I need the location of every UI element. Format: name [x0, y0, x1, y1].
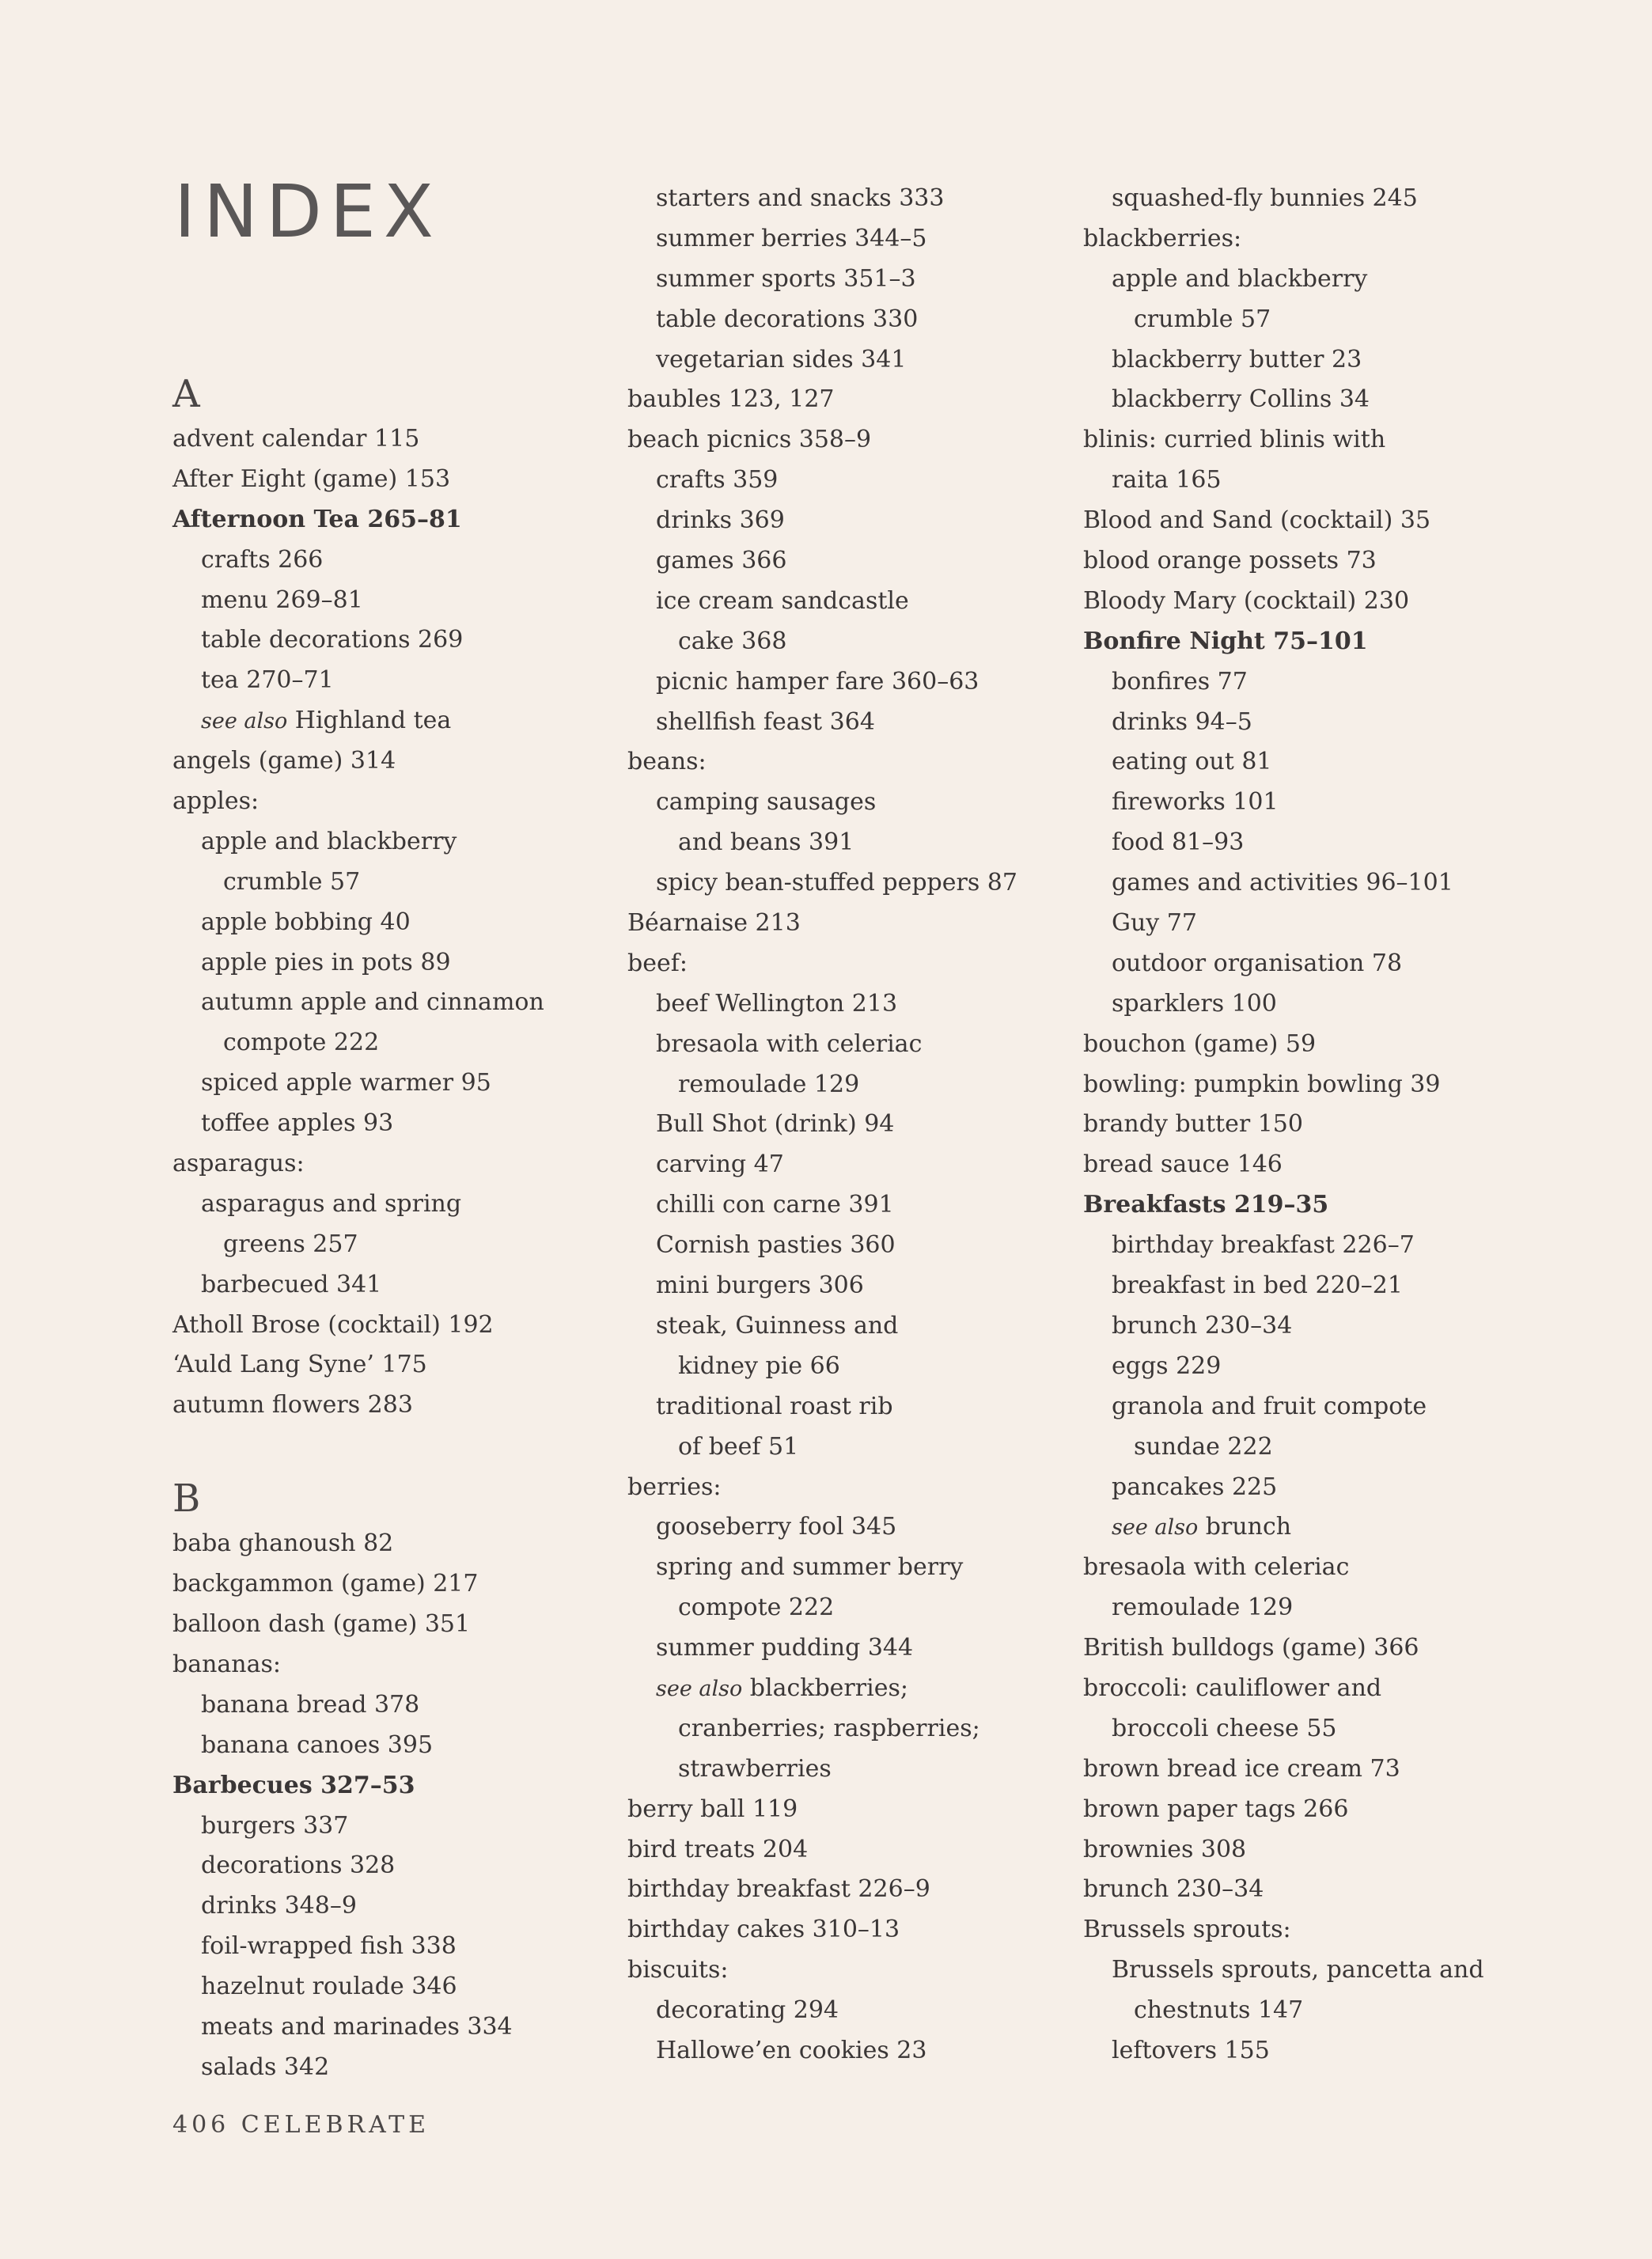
- index-entry: [627, 1468, 1017, 1508]
- index-entry-text: bread sauce 146: [1083, 1150, 1283, 1179]
- index-entry-text: crumble 57: [1134, 305, 1271, 333]
- index-entry-text: remoulade 129: [1112, 1594, 1294, 1622]
- index-entry-text: broccoli cheese 55: [1112, 1714, 1337, 1742]
- index-entry-text: salads 342: [201, 2052, 330, 2081]
- index-entry-text: apple pies in pots 89: [201, 948, 451, 976]
- index-entry-text: Atholl Brose (cocktail) 192: [172, 1310, 494, 1339]
- page-title: INDEX: [174, 169, 441, 254]
- index-entry: [1083, 1065, 1484, 1105]
- index-entry: [172, 2007, 544, 2048]
- index-entry-text: banana canoes 395: [201, 1730, 434, 1759]
- index-entry-text: birthday cakes 310–13: [627, 1916, 900, 1944]
- index-entry: [627, 1548, 1017, 1588]
- index-entry: [1083, 1709, 1484, 1749]
- index-entry-text: camping sausages: [656, 788, 877, 817]
- index-entry-text: bresaola with celeriac: [656, 1029, 923, 1058]
- index-entry: [172, 540, 544, 581]
- index-entry: [627, 703, 1017, 743]
- index-entry: [627, 501, 1017, 541]
- index-entry-text: drinks 94–5: [1112, 707, 1252, 736]
- index-entry: [1083, 1105, 1484, 1145]
- index-entry: [172, 1063, 544, 1104]
- index-entry: [1083, 622, 1484, 662]
- index-entry: [627, 300, 1017, 340]
- index-entry-text: balloon dash (game) 351: [172, 1610, 471, 1639]
- index-entry-text: fireworks 101: [1112, 788, 1279, 817]
- index-entry: [627, 1588, 1017, 1628]
- index-entry-text: asparagus and spring: [201, 1189, 462, 1218]
- index-entry-text: autumn flowers 283: [172, 1391, 413, 1419]
- index-column-1: [172, 369, 544, 2088]
- index-entry: [172, 1846, 544, 1886]
- index-entry: [627, 1065, 1017, 1105]
- index-entry: [627, 1830, 1017, 1870]
- index-entry: [627, 1709, 1017, 1749]
- index-entry: [627, 1266, 1017, 1306]
- index-entry-text: brown paper tags 266: [1083, 1795, 1349, 1823]
- index-entry-text: cranberries; raspberries;: [678, 1714, 980, 1742]
- see-also-label: see also: [656, 1676, 743, 1701]
- index-entry: [627, 340, 1017, 381]
- index-entry: [172, 1184, 544, 1225]
- index-entry: [1083, 1145, 1484, 1185]
- index-entry-text: eggs 229: [1112, 1351, 1222, 1380]
- index-entry: [1083, 2031, 1484, 2071]
- index-entry-text: shellfish feast 364: [656, 707, 875, 736]
- index-entry: [1083, 179, 1484, 219]
- index-entry: [1083, 863, 1484, 904]
- index-entry: [1083, 1548, 1484, 1588]
- index-entry: [627, 219, 1017, 260]
- index-entry-text: table decorations 330: [656, 305, 919, 333]
- index-entry-text: Guy 77: [1112, 909, 1197, 938]
- index-entry: [172, 1605, 544, 1645]
- index-entry-text: starters and snacks 333: [656, 184, 945, 212]
- index-entry-text: spicy bean-stuffed peppers 87: [656, 869, 1017, 897]
- index-entry: [1083, 340, 1484, 381]
- page-footer: 406 CELEBRATE: [172, 2111, 430, 2139]
- index-entry: [1083, 1306, 1484, 1347]
- index-entry: [1083, 783, 1484, 823]
- index-entry: [172, 741, 544, 782]
- index-entry: [627, 1387, 1017, 1427]
- index-entry-text: brunch: [1205, 1513, 1292, 1541]
- index-entry-text: berries:: [627, 1473, 722, 1501]
- index-entry: [1083, 1749, 1484, 1790]
- see-also-label: see also: [201, 709, 288, 734]
- index-entry: [1083, 662, 1484, 703]
- index-entry-text: games and activities 96–101: [1112, 869, 1453, 897]
- index-entry-text: beach picnics 358–9: [627, 426, 872, 454]
- index-entry-text: meats and marinades 334: [201, 2012, 513, 2041]
- index-entry: [1083, 1427, 1484, 1468]
- index-entry: [627, 1427, 1017, 1468]
- index-entry-text: outdoor organisation 78: [1112, 949, 1403, 977]
- index-entry-text: ice cream sandcastle: [656, 586, 909, 615]
- index-entry: [627, 2031, 1017, 2071]
- index-entry: [627, 904, 1017, 944]
- index-entry-text: asparagus:: [172, 1150, 305, 1178]
- index-entry: [627, 1025, 1017, 1065]
- index-entry-text: raita 165: [1112, 466, 1222, 495]
- index-entry-text: blackberry Collins 34: [1112, 385, 1370, 414]
- index-entry: [172, 1685, 544, 1726]
- index-entry-text: blackberries:: [1083, 224, 1242, 252]
- index-entry: [627, 582, 1017, 622]
- index-entry-text: leftovers 155: [1112, 2036, 1270, 2064]
- index-entry-text: breakfast in bed 220–21: [1112, 1272, 1403, 1300]
- index-entry: [1083, 1507, 1484, 1548]
- index-entry-text: beef Wellington 213: [656, 989, 898, 1018]
- index-entry-text: beef:: [627, 949, 688, 977]
- index-entry: [627, 823, 1017, 863]
- index-entry-text: granola and fruit compote: [1112, 1392, 1427, 1420]
- index-entry-text: autumn apple and cinnamon: [201, 988, 544, 1017]
- index-entry: [172, 661, 544, 701]
- index-entry-text: tea 270–71: [201, 666, 334, 695]
- section-letter: B: [172, 1476, 201, 1522]
- index-entry-text: spring and summer berry: [656, 1553, 964, 1582]
- index-entry-text: bowling: pumpkin bowling 39: [1083, 1070, 1441, 1098]
- index-entry-text: gooseberry fool 345: [656, 1513, 897, 1541]
- index-entry: [627, 1749, 1017, 1790]
- index-entry: [627, 622, 1017, 662]
- index-entry: [172, 1927, 544, 1967]
- index-entry-text: drinks 348–9: [201, 1892, 357, 1920]
- index-entry: [172, 1645, 544, 1685]
- index-entry: [172, 500, 544, 540]
- index-entry: [172, 1104, 544, 1144]
- index-entry: [172, 460, 544, 500]
- index-entry: [172, 862, 544, 903]
- section-gap: [172, 1426, 544, 1473]
- index-entry: [627, 380, 1017, 420]
- index-entry-text: brown bread ice cream 73: [1083, 1754, 1400, 1783]
- index-entry-text: blinis: curried blinis with: [1083, 426, 1386, 454]
- index-entry: [627, 541, 1017, 582]
- index-entry: [172, 581, 544, 621]
- index-entry: [172, 1225, 544, 1265]
- index-entry-text: blackberries;: [749, 1673, 908, 1702]
- index-entry: [172, 1306, 544, 1346]
- index-entry: [172, 983, 544, 1023]
- index-entry-text: Bull Shot (drink) 94: [656, 1110, 895, 1139]
- index-entry-text: brunch 230–34: [1112, 1311, 1293, 1340]
- index-entry-text: cake 368: [678, 627, 787, 655]
- index-entry-text: summer berries 344–5: [656, 224, 927, 252]
- index-entry-text: chilli con carne 391: [656, 1191, 894, 1219]
- index-entry: [1083, 300, 1484, 340]
- index-entry: [172, 1265, 544, 1306]
- index-entry: [1083, 1266, 1484, 1306]
- index-entry-text: apples:: [172, 787, 260, 816]
- index-entry-text: Hallowe’en cookies 23: [656, 2036, 927, 2064]
- index-entry-text: Breakfasts 219–35: [1083, 1191, 1329, 1219]
- index-entry-text: Barbecues 327–53: [172, 1771, 415, 1799]
- index-entry: [1083, 1950, 1484, 1991]
- index-entry: [627, 662, 1017, 703]
- index-entry: [627, 1790, 1017, 1830]
- index-entry-text: foil-wrapped fish 338: [201, 1932, 457, 1961]
- index-entry-text: decorations 328: [201, 1852, 396, 1880]
- index-entry-text: apple and blackberry: [1112, 264, 1368, 293]
- index-entry: [627, 420, 1017, 461]
- index-entry: [1083, 380, 1484, 420]
- index-entry: [627, 1347, 1017, 1387]
- index-entry: [172, 1144, 544, 1184]
- index-entry: [172, 1023, 544, 1063]
- index-entry-text: barbecued 341: [201, 1270, 382, 1298]
- index-entry-text: hazelnut roulade 346: [201, 1973, 457, 2001]
- index-entry: [172, 2048, 544, 2088]
- index-entry: [627, 783, 1017, 823]
- index-entry-text: Highland tea: [294, 707, 452, 735]
- index-entry: [1083, 1387, 1484, 1427]
- index-entry-text: Brussels sprouts, pancetta and: [1112, 1956, 1484, 1984]
- index-entry-text: steak, Guinness and: [656, 1311, 899, 1340]
- index-entry-text: backgammon (game) 217: [172, 1570, 479, 1598]
- index-entry-text: summer pudding 344: [656, 1634, 914, 1662]
- index-entry: [627, 1226, 1017, 1266]
- index-entry: [627, 179, 1017, 219]
- index-entry: [172, 903, 544, 943]
- index-entry-text: blackberry butter 23: [1112, 345, 1362, 373]
- index-entry: [627, 1185, 1017, 1226]
- index-entry: [627, 984, 1017, 1025]
- index-entry: [172, 943, 544, 984]
- index-entry-text: bird treats 204: [627, 1835, 809, 1863]
- index-entry: [1083, 1790, 1484, 1830]
- index-entry: [172, 1345, 544, 1385]
- index-entry: [172, 1967, 544, 2007]
- index-entry-text: British bulldogs (game) 366: [1083, 1634, 1419, 1662]
- index-entry-text: table decorations 269: [201, 626, 464, 654]
- index-entry-text: birthday breakfast 226–9: [627, 1875, 930, 1904]
- index-entry-text: baubles 123, 127: [627, 385, 835, 414]
- index-entry-text: greens 257: [223, 1230, 358, 1258]
- index-entry-text: spiced apple warmer 95: [201, 1069, 491, 1097]
- index-entry: [1083, 1226, 1484, 1266]
- index-entry-text: Afternoon Tea 265–81: [172, 505, 462, 533]
- index-entry-text: broccoli: cauliflower and: [1083, 1673, 1382, 1702]
- index-entry-text: apple and blackberry: [201, 827, 457, 855]
- index-entry: [1083, 1991, 1484, 2031]
- index-entry-text: compote 222: [678, 1594, 835, 1622]
- index-entry: [627, 1628, 1017, 1669]
- index-entry-text: decorating 294: [656, 1996, 839, 2025]
- index-entry-text: crumble 57: [223, 867, 361, 896]
- index-entry: [1083, 1185, 1484, 1226]
- index-entry-text: After Eight (game) 153: [172, 464, 451, 493]
- index-entry-text: sundae 222: [1134, 1432, 1273, 1461]
- index-entry-text: toffee apples 93: [201, 1109, 394, 1138]
- index-entry: [1083, 461, 1484, 501]
- index-entry-text: compote 222: [223, 1029, 380, 1057]
- index-entry: [172, 782, 544, 822]
- index-entry-text: bonfires 77: [1112, 667, 1248, 696]
- index-entry: [172, 1766, 544, 1806]
- index-entry-text: games 366: [656, 547, 787, 575]
- index-entry-text: carving 47: [656, 1150, 784, 1179]
- index-entry-text: Blood and Sand (cocktail) 35: [1083, 506, 1431, 535]
- index-entry-text: eating out 81: [1112, 748, 1272, 776]
- index-entry: [1083, 904, 1484, 944]
- index-entry-text: advent calendar 115: [172, 425, 420, 453]
- index-entry-text: sparklers 100: [1112, 989, 1277, 1018]
- index-entry-text: crafts 266: [201, 545, 324, 574]
- index-entry: [172, 1886, 544, 1927]
- index-entry-text: and beans 391: [678, 828, 854, 857]
- index-entry: [627, 1507, 1017, 1548]
- index-entry-text: traditional roast rib: [656, 1392, 893, 1420]
- index-entry-text: Bloody Mary (cocktail) 230: [1083, 586, 1410, 615]
- index-entry: [627, 1306, 1017, 1347]
- index-entry: [1083, 944, 1484, 984]
- index-entry-text: ‘Auld Lang Syne’ 175: [172, 1351, 427, 1379]
- index-entry-text: Bonfire Night 75–101: [1083, 627, 1368, 655]
- index-entry-text: biscuits:: [627, 1956, 729, 1984]
- index-entry: [1083, 1588, 1484, 1628]
- index-entry-text: brandy butter 150: [1083, 1110, 1303, 1139]
- index-entry: [1083, 420, 1484, 461]
- index-entry: [1083, 1910, 1484, 1950]
- index-entry: [627, 461, 1017, 501]
- index-entry: [627, 1105, 1017, 1145]
- index-entry: [172, 419, 544, 460]
- index-entry-text: bananas:: [172, 1650, 282, 1678]
- index-entry-text: of beef 51: [678, 1432, 799, 1461]
- index-entry: [627, 742, 1017, 783]
- index-column-3: [1083, 179, 1484, 2071]
- index-entry: [1083, 1025, 1484, 1065]
- index-entry-text: angels (game) 314: [172, 747, 396, 775]
- index-entry: [627, 1991, 1017, 2031]
- index-entry-text: berry ball 119: [627, 1795, 798, 1823]
- index-entry: [1083, 582, 1484, 622]
- index-entry: [172, 620, 544, 661]
- index-entry: [172, 822, 544, 862]
- index-entry: [1083, 823, 1484, 863]
- index-entry: [1083, 541, 1484, 582]
- index-entry-text: banana bread 378: [201, 1690, 420, 1719]
- index-entry-text: chestnuts 147: [1134, 1996, 1304, 2025]
- index-entry-text: Brussels sprouts:: [1083, 1916, 1291, 1944]
- index-entry-text: Cornish pasties 360: [656, 1231, 896, 1260]
- index-entry: [1083, 1669, 1484, 1709]
- index-entry: [627, 1870, 1017, 1910]
- index-entry-text: blood orange possets 73: [1083, 547, 1377, 575]
- index-entry-text: burgers 337: [201, 1811, 349, 1840]
- index-entry-text: squashed-fly bunnies 245: [1112, 184, 1418, 212]
- index-entry: [627, 1145, 1017, 1185]
- index-entry-text: strawberries: [678, 1754, 832, 1783]
- index-entry-text: remoulade 129: [678, 1070, 860, 1098]
- index-entry: [172, 1806, 544, 1847]
- index-entry: [172, 701, 544, 741]
- index-entry-text: Béarnaise 213: [627, 909, 801, 938]
- index-entry: [627, 944, 1017, 984]
- index-entry: [172, 1524, 544, 1564]
- index-entry: [627, 1669, 1017, 1709]
- index-entry-text: vegetarian sides 341: [656, 345, 907, 373]
- section-letter: A: [172, 372, 200, 416]
- index-entry-text: picnic hamper fare 360–63: [656, 667, 979, 696]
- index-entry-text: mini burgers 306: [656, 1272, 864, 1300]
- index-entry-text: baba ghanoush 82: [172, 1529, 394, 1558]
- see-also-label: see also: [1112, 1515, 1199, 1541]
- index-entry-text: summer sports 351–3: [656, 264, 916, 293]
- index-entry: [1083, 219, 1484, 260]
- index-entry: [1083, 1628, 1484, 1669]
- index-entry: [1083, 742, 1484, 783]
- index-entry-text: pancakes 225: [1112, 1473, 1278, 1501]
- index-entry: [1083, 260, 1484, 300]
- index-entry-text: food 81–93: [1112, 828, 1245, 857]
- index-entry: [627, 1950, 1017, 1991]
- index-entry: [172, 1564, 544, 1605]
- index-entry: [627, 260, 1017, 300]
- index-entry-text: menu 269–81: [201, 586, 363, 614]
- index-entry: [1083, 1830, 1484, 1870]
- index-entry: [1083, 1468, 1484, 1508]
- index-entry: [172, 1385, 544, 1426]
- index-entry-text: crafts 359: [656, 466, 779, 495]
- index-entry: [627, 863, 1017, 904]
- index-entry: [1083, 1347, 1484, 1387]
- index-entry-text: apple bobbing 40: [201, 908, 411, 936]
- index-entry-text: bouchon (game) 59: [1083, 1029, 1317, 1058]
- index-entry: [1083, 703, 1484, 743]
- index-entry: [172, 1726, 544, 1766]
- index-entry: [1083, 1870, 1484, 1910]
- index-entry-text: drinks 369: [656, 506, 785, 535]
- index-entry-text: brunch 230–34: [1083, 1875, 1264, 1904]
- index-entry-text: kidney pie 66: [678, 1351, 840, 1380]
- index-entry: [627, 1910, 1017, 1950]
- index-entry: [1083, 984, 1484, 1025]
- index-entry-text: bresaola with celeriac: [1083, 1553, 1350, 1582]
- index-entry-text: beans:: [627, 748, 707, 776]
- index-column-2: [627, 179, 1017, 2071]
- index-entry-text: brownies 308: [1083, 1835, 1247, 1863]
- index-entry-text: birthday breakfast 226–7: [1112, 1231, 1415, 1260]
- index-entry: [1083, 501, 1484, 541]
